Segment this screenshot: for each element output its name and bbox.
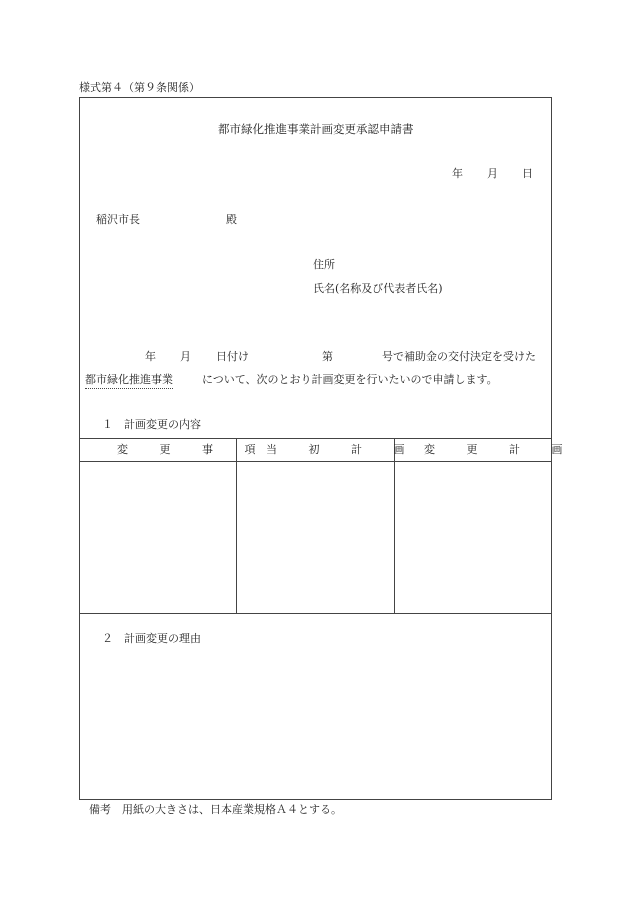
body-line1-rest: 号で補助金の交付決定を受けた <box>382 350 536 363</box>
body-year: 年 <box>145 350 156 363</box>
body-number-prefix: 第 <box>322 350 333 363</box>
section1-heading: １ 計画変更の内容 <box>102 418 201 431</box>
addressee-honorific: 殿 <box>226 213 237 226</box>
table-bottom-border <box>79 613 552 614</box>
date-day: 日 <box>522 167 533 180</box>
addressee-name: 稲沢市長 <box>96 213 140 226</box>
table-col-divider-1 <box>236 438 237 613</box>
table-header-change-item: 変 更 事 項 <box>117 443 270 456</box>
table-col-divider-2 <box>394 438 395 613</box>
section2-heading: ２ 計画変更の理由 <box>102 632 201 645</box>
table-header-changed-plan: 変 更 計 画 <box>424 443 577 456</box>
table-top-border <box>79 438 552 439</box>
table-header-border <box>79 461 552 462</box>
applicant-address-label: 住所 <box>313 258 335 271</box>
form-label: 様式第４（第９条関係） <box>79 81 200 94</box>
footnote: 備考 用紙の大きさは、日本産業規格Ａ４とする。 <box>89 803 342 816</box>
body-line2-rest: について、次のとおり計画変更を行いたいので申請します。 <box>202 373 498 386</box>
project-name: 都市緑化推進事業 <box>85 373 173 389</box>
body-month: 月 <box>180 350 191 363</box>
table-header-original-plan: 当 初 計 画 <box>266 443 419 456</box>
date-year: 年 <box>452 167 463 180</box>
body-day-suffix: 日付け <box>216 350 249 363</box>
date-month: 月 <box>487 167 498 180</box>
form-title: 都市緑化推進事業計画変更承認申請書 <box>218 122 414 136</box>
applicant-name-label: 氏名(名称及び代表者氏名) <box>313 282 443 295</box>
